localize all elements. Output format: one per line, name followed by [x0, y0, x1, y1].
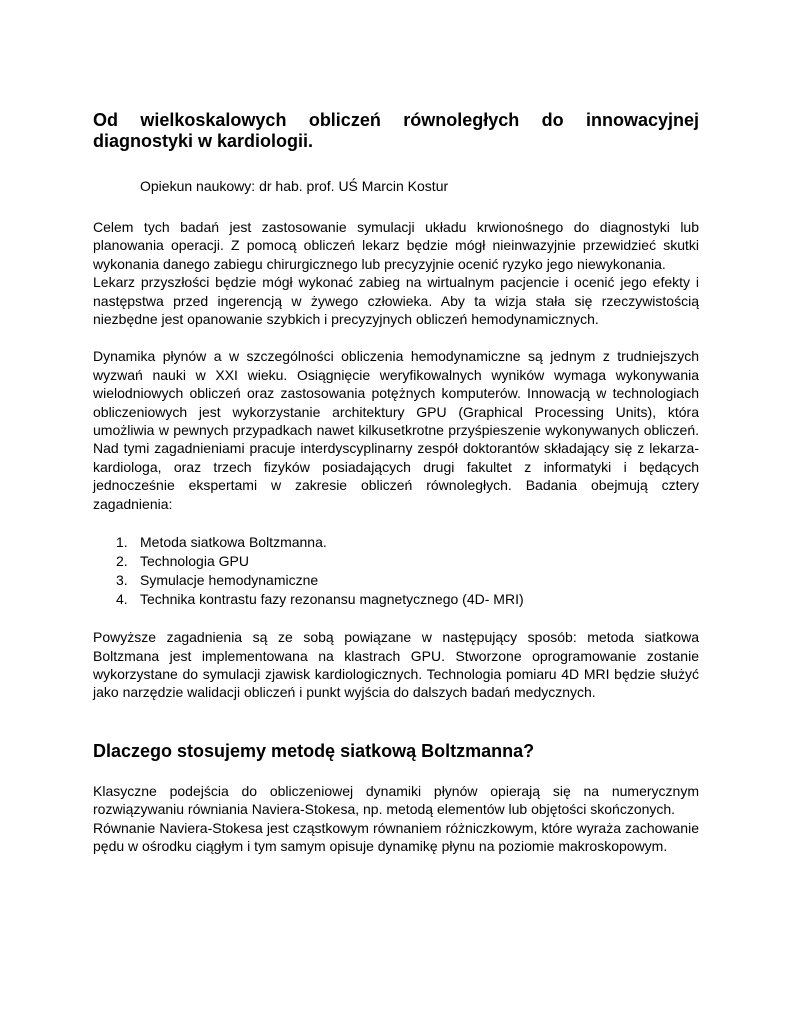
paragraph-fluid-dynamics: Dynamika płynów a w szczególności obliczenia hemodynamiczne są jednym z trudniejszych wyzwań nauki w XXI wieku. Osiągnięcie weryfikowalnych wyników wymaga wykonywania wielodniowych obliczeń oraz zastosowania potężnych komputerów. Innowacją w technologiach obliczeniowych jest wykorzystanie architektury GPU (Graphical Processing Units), która umożliwia w pewnych przypadkach nawet kilkusetkrotne przyśpieszenie wykonywanych obliczeń. Nad tymi zagadnieniami pracuje interdyscyplinarny zespół doktorantów składający się z lekarza-kardiologa, oraz trzech fizyków posiadających drugi fakultet z informatyki i będących jednocześnie ekspertami w zakresie obliczeń równoległych. Badania obejmują cztery zagadnienia: — [93, 348, 699, 512]
section-heading: Dlaczego stosujemy metodę siatkową Boltzmanna? — [93, 740, 535, 761]
list-number: 3. — [116, 572, 128, 589]
list-item — [116, 590, 699, 609]
list-item — [116, 571, 699, 590]
list-item-text: Technologia GPU — [140, 553, 249, 570]
paragraph-relations: Powyższe zagadnienia są ze sobą powiązane w następujący sposób: metoda siatkowa Boltzmana jest implementowana na klastrach GPU. Stworzone oprogramowanie zostanie wykorzystane do symulacji zjawisk kardiologicznych. Technologia pomiaru 4D MRI będzie służyć jako narzędzie walidacji obliczeń i punkt wyjścia do dalszych badań medycznych. — [93, 629, 699, 701]
list-item-text: Technika kontrastu fazy rezonansu magnetycznego (4D- MRI) — [140, 591, 524, 608]
paragraph-navier-stokes: Równanie Naviera-Stokesa jest cząstkowym równaniem różniczkowym, które wyraża zachowanie pędu w ośrodku ciągłym i tym samym opisuje dynamikę płynu na poziomie makroskopowym. — [93, 819, 699, 854]
paragraph-goal: Celem tych badań jest zastosowanie symulacji układu krwionośnego do diagnostyki lub planowania operacji. Z pomocą obliczeń lekarz będzie mógł nieinwazyjnie przewidzieć skutki wykonania danego zabiegu chirurgicznego lub precyzyjnie ocenić ryzyko jego niewykonania. — [93, 219, 699, 272]
document-body — [93, 110, 699, 855]
list-item-text: Symulacje hemodynamiczne — [140, 572, 319, 589]
list-item — [116, 552, 699, 571]
list-item-text: Metoda siatkowa Boltzmanna. — [140, 534, 327, 551]
supervisor-line: Opiekun naukowy: dr hab. prof. UŚ Marcin Kostur — [140, 178, 449, 194]
paragraph-goal-continued: Lekarz przyszłości będzie mógł wykonać zabieg na wirtualnym pacjencie i ocenić jego efekty i następstwa przed ingerencją w żywego człowieka. Aby ta wizja stała się rzeczywistością niezbędne jest opanowanie szybkich i precyzyjnych obliczeń hemodynamicznych. — [93, 274, 699, 328]
list-item — [116, 533, 699, 552]
document-title: Od wielkoskalowych obliczeń równoległych do innowacyjnej diagnostyki w kardiologii. — [93, 110, 699, 151]
list-number: 2. — [116, 553, 128, 570]
paragraph-classic-approach: Klasyczne podejścia do obliczeniowej dynamiki płynów opierają się na numerycznym rozwiązywaniu równiania Naviera-Stokesa, np. metodą elementów lub objętości skończonych. — [93, 782, 699, 818]
list-number: 1. — [116, 534, 128, 551]
list-number: 4. — [116, 591, 128, 608]
topics-list — [93, 533, 699, 609]
